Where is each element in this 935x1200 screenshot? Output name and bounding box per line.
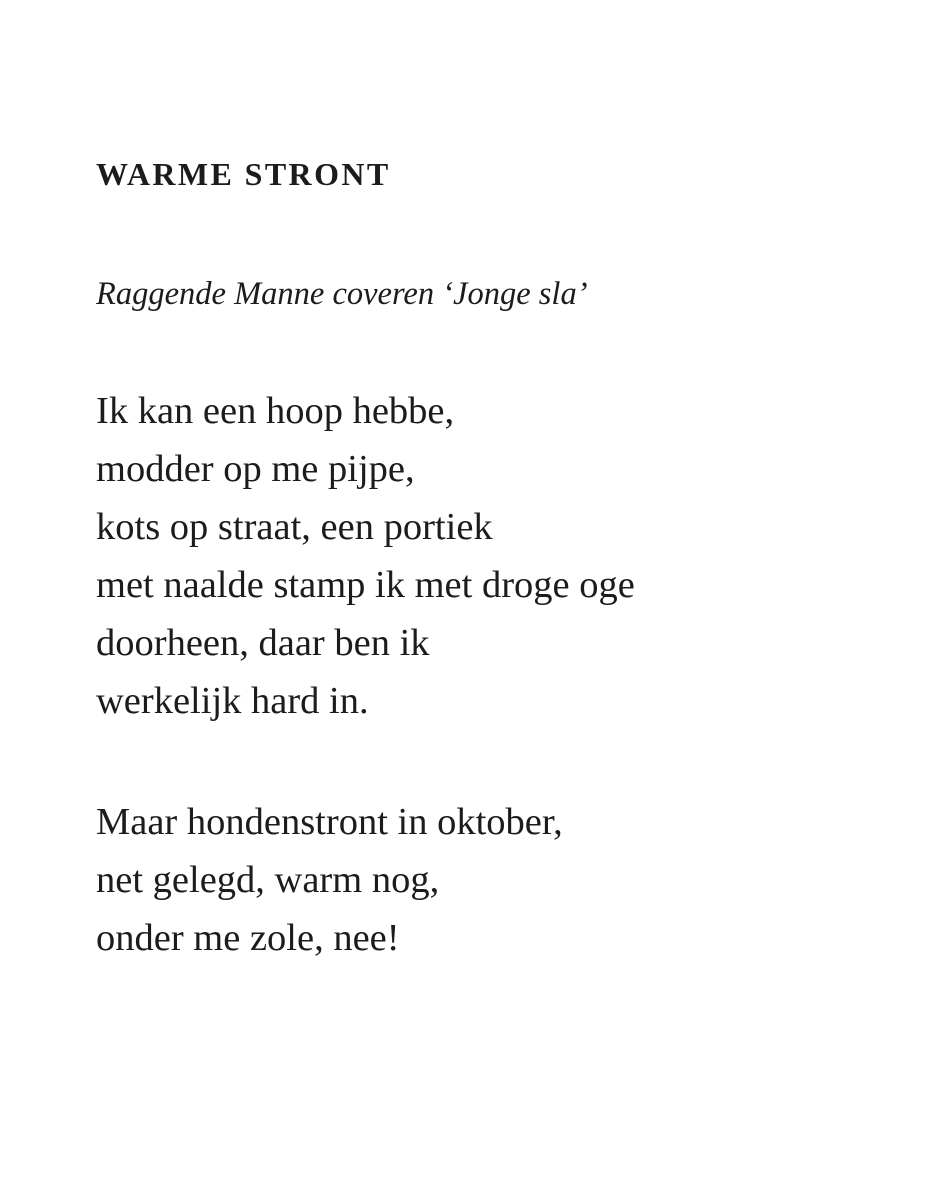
poem-line: net gelegd, warm nog, bbox=[96, 859, 440, 901]
poem-line: doorheen, daar ben ik bbox=[96, 622, 430, 664]
poem-line: kots op straat, een portiek bbox=[96, 506, 493, 548]
poem-line: werkelijk hard in. bbox=[96, 680, 369, 722]
stanza-2 bbox=[96, 793, 563, 967]
poem-line: modder op me pijpe, bbox=[96, 448, 415, 490]
poem-title: WARME STRONT bbox=[96, 156, 391, 192]
stanza-1 bbox=[96, 382, 635, 730]
poem-line: met naalde stamp ik met droge oge bbox=[96, 564, 635, 606]
poem-line: onder me zole, nee! bbox=[96, 917, 400, 959]
poem-line: Ik kan een hoop hebbe, bbox=[96, 390, 455, 432]
poem-dedication: Raggende Manne coveren ‘Jonge sla’ bbox=[96, 276, 588, 312]
poem-line: Maar hondenstront in oktober, bbox=[96, 801, 563, 843]
